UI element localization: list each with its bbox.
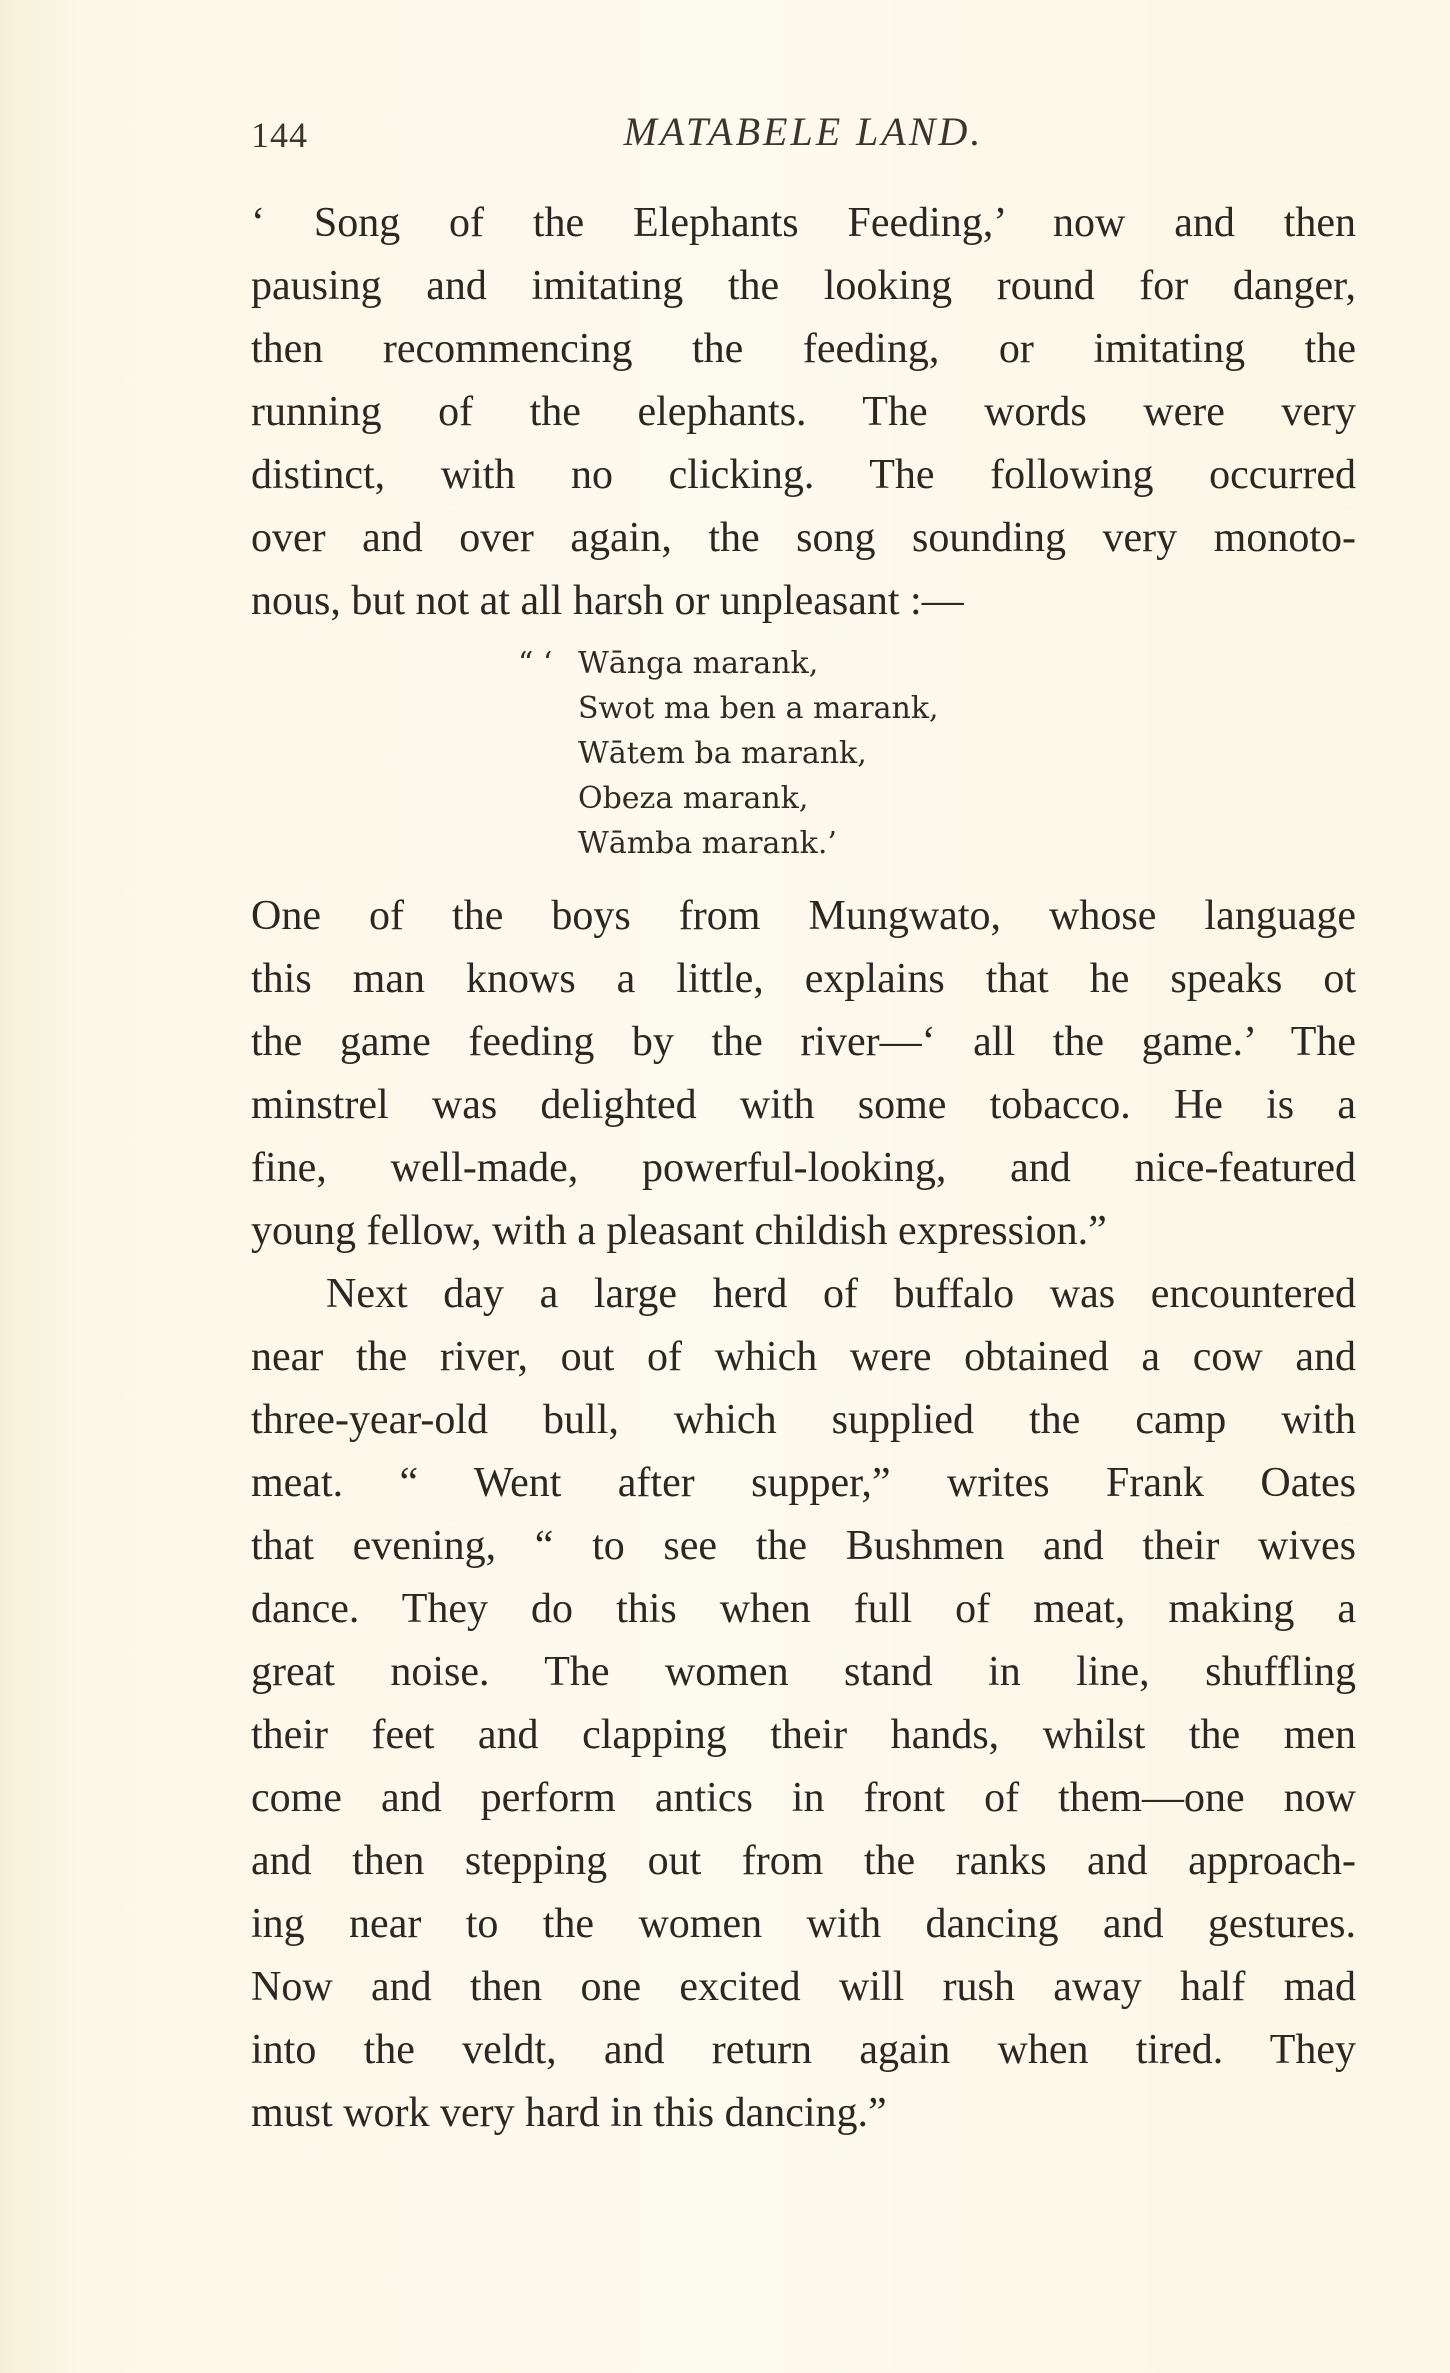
verse-open-quote: “ ‘ [518, 646, 553, 681]
paragraph-minstrel-and-dance [251, 885, 1356, 2145]
text-line: young fellow, with a pleasant childish expression.” [251, 1208, 1107, 1254]
text-line: come and perform antics in front of them—one now [251, 1775, 1356, 1821]
text-line: Now and then one excited will rush away half mad [251, 1964, 1356, 2010]
text-line: minstrel was delighted with some tobacco. He is a [251, 1082, 1356, 1128]
text-line: One of the boys from Mungwato, whose language [251, 893, 1356, 939]
text-line: ing near to the women with dancing and gestures. [251, 1901, 1356, 1947]
verse-line: Obeza marank, [578, 781, 809, 816]
text-line: nous, but not at all harsh or unpleasant :— [251, 578, 964, 624]
verse-line: Wātem ba marank, [578, 736, 867, 771]
page-number: 144 [251, 115, 308, 155]
text-line: that evening, “ to see the Bushmen and their wives [251, 1523, 1356, 1569]
text-line: then recommencing the feeding, or imitating the [251, 326, 1356, 372]
text-line: dance. They do this when full of meat, making a [251, 1586, 1356, 1632]
text-line: near the river, out of which were obtained a cow and [251, 1334, 1356, 1380]
text-line: ‘ Song of the Elephants Feeding,’ now and then [251, 200, 1356, 246]
text-line: this man knows a little, explains that he speaks ot [251, 956, 1356, 1002]
text-line: meat. “ Went after supper,” writes Frank Oates [251, 1460, 1356, 1506]
text-line: fine, well-made, powerful-looking, and nice-featured [251, 1145, 1356, 1191]
paragraph-song-description [251, 192, 1356, 633]
verse-line [518, 641, 939, 686]
verse-line: Wāmba marank.’ [578, 826, 837, 861]
text-line: pausing and imitating the looking round for danger, [251, 263, 1356, 309]
text-line: three-year-old bull, which supplied the camp with [251, 1397, 1356, 1443]
text-line: into the veldt, and return again when tired. They [251, 2027, 1356, 2073]
text-line: their feet and clapping their hands, whilst the men [251, 1712, 1356, 1758]
verse-line-text: Wānga marank, [578, 646, 819, 681]
text-line: great noise. The women stand in line, shuffling [251, 1649, 1356, 1695]
song-verse [518, 641, 939, 866]
verse-line: Swot ma ben a marank, [578, 691, 939, 726]
text-line: must work very hard in this dancing.” [251, 2090, 887, 2136]
page-header [251, 108, 1356, 168]
text-line: distinct, with no clicking. The following occurred [251, 452, 1356, 498]
text-line: the game feeding by the river—‘ all the game.’ The [251, 1019, 1356, 1065]
text-line: and then stepping out from the ranks and approach- [251, 1838, 1356, 1884]
text-line: over and over again, the song sounding very monoto- [251, 515, 1356, 561]
running-head: MATABELE LAND. [623, 109, 984, 154]
text-line: running of the elephants. The words were very [251, 389, 1356, 435]
text-line: Next day a large herd of buffalo was encountered [326, 1271, 1356, 1317]
